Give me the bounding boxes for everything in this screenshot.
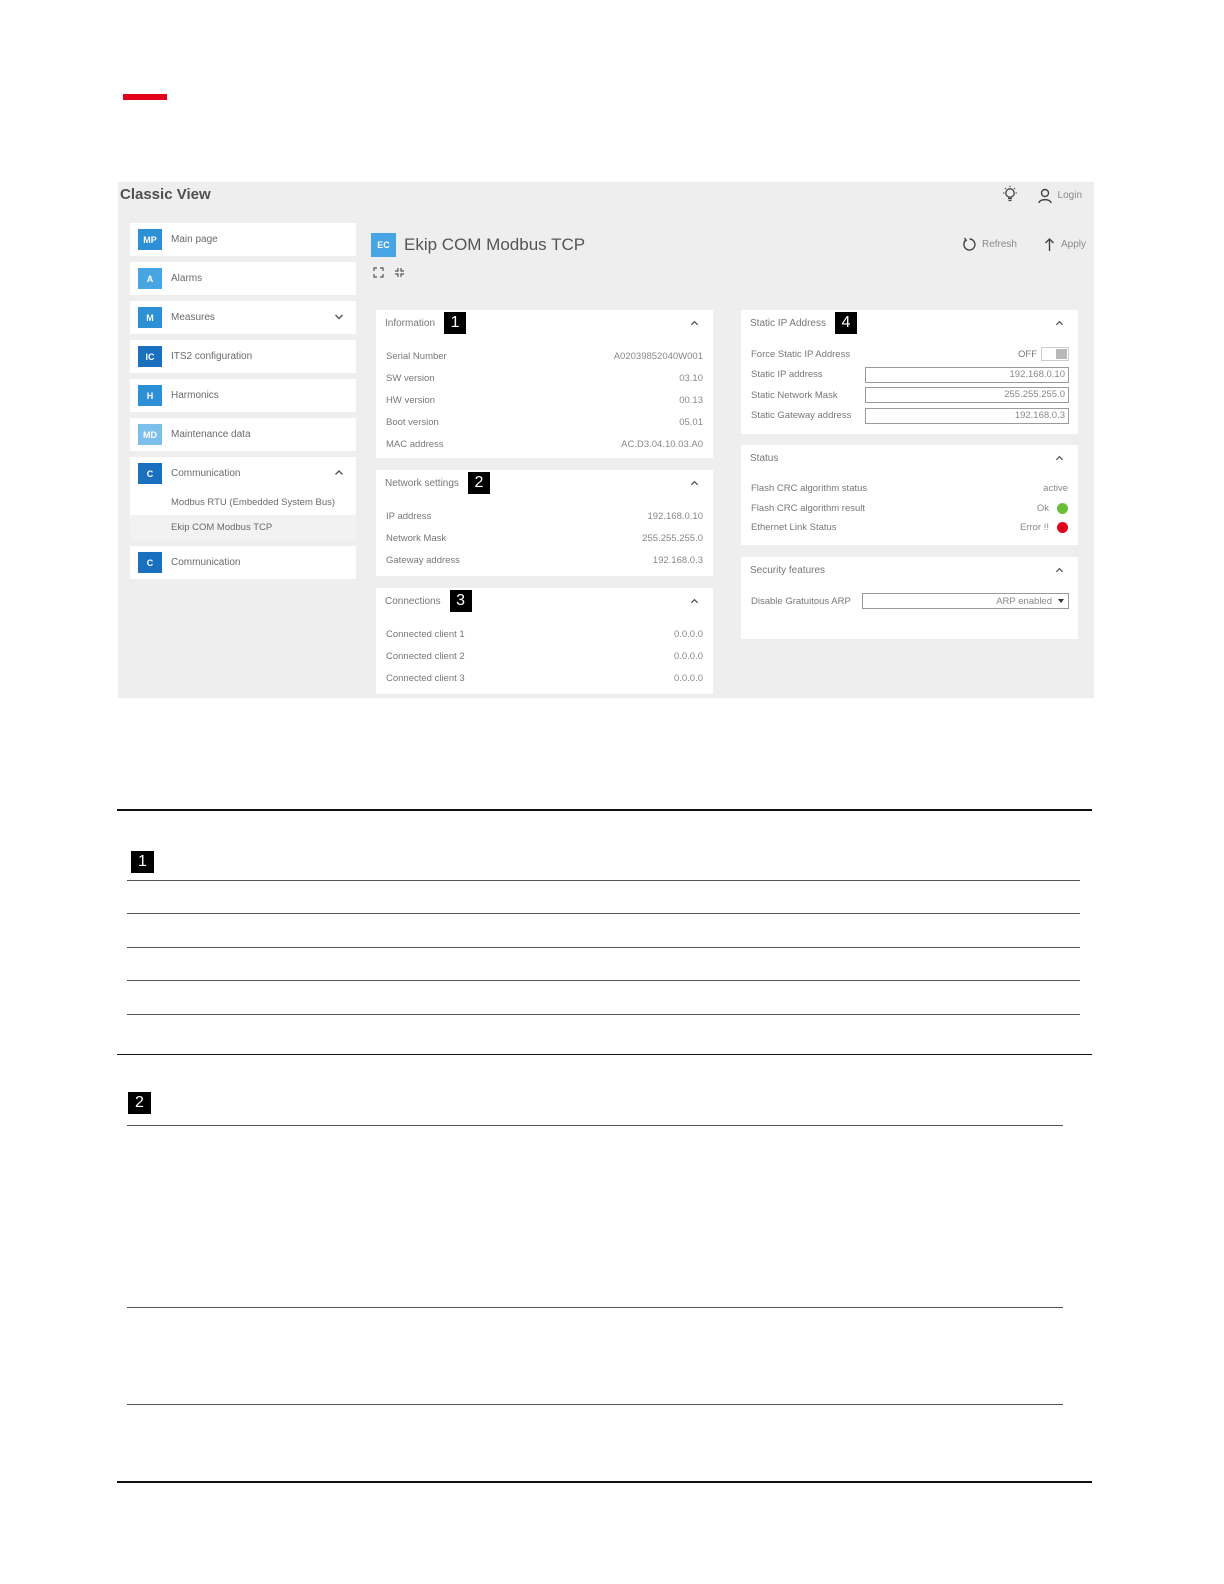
panel-header[interactable] — [741, 310, 1078, 336]
panel-title: Information — [385, 317, 436, 329]
chevron-up-icon[interactable] — [334, 468, 344, 478]
view-controls — [373, 267, 405, 278]
refresh-button[interactable] — [962, 237, 1017, 252]
chevron-up-icon[interactable] — [1055, 319, 1064, 328]
row-label: Gateway address — [386, 554, 460, 566]
status-value — [1037, 503, 1068, 514]
panel-rows — [376, 496, 713, 571]
refresh-label: Refresh — [981, 239, 1017, 250]
expand-icon[interactable] — [373, 267, 384, 278]
panel-rows — [741, 471, 1078, 538]
status-error-indicator — [1057, 522, 1068, 533]
app-title: Classic View — [120, 186, 211, 203]
row-value: Error !! — [1019, 522, 1049, 534]
chevron-up-icon[interactable] — [1055, 454, 1064, 463]
user-icon — [1037, 188, 1053, 204]
connections-panel — [376, 588, 713, 694]
row-label: MAC address — [386, 438, 444, 450]
status-value — [1020, 522, 1068, 533]
panel-title: Security features — [750, 564, 826, 576]
table-rule — [127, 1307, 1063, 1308]
row-label: SW version — [386, 373, 435, 385]
toggle-switch[interactable] — [1041, 347, 1069, 361]
callout-marker: 2 — [128, 1092, 151, 1114]
callout-marker: 1 — [444, 312, 466, 334]
row-value: 255.255.255.0 — [642, 533, 703, 545]
table-rule — [127, 913, 1080, 914]
info-row — [376, 433, 713, 455]
table-rule — [127, 980, 1080, 981]
panel-title: Connections — [385, 595, 441, 607]
network-row — [376, 550, 713, 572]
sidebar-item-measures[interactable] — [130, 301, 356, 334]
callout-marker: 1 — [131, 851, 154, 873]
panel-title: Static IP Address — [750, 317, 826, 329]
sidebar-item-label: Maintenance data — [171, 429, 251, 440]
panel-header[interactable] — [741, 445, 1078, 471]
chevron-up-icon[interactable] — [1055, 566, 1064, 575]
top-bar-actions — [1001, 185, 1082, 206]
static-gateway-input[interactable]: 192.168.0.3 — [865, 408, 1069, 424]
static-gateway-row — [741, 406, 1078, 427]
information-panel — [376, 310, 713, 458]
row-label: Flash CRC algorithm result — [751, 502, 866, 514]
row-label: Flash CRC algorithm status — [751, 483, 868, 495]
sidebar-badge: H — [138, 385, 162, 406]
sidebar-badge: MD — [138, 424, 162, 445]
row-label: Network Mask — [386, 533, 447, 545]
sidebar-item-label: Alarms — [171, 273, 203, 284]
row-value: 05.01 — [679, 416, 703, 428]
sidebar-item-communication-2[interactable] — [130, 546, 356, 579]
device-header — [371, 233, 585, 257]
panel-title: Status — [750, 452, 779, 464]
row-value: active — [1043, 483, 1068, 495]
chevron-down-icon[interactable] — [334, 312, 344, 322]
chevron-up-icon[interactable] — [690, 597, 699, 606]
app-screenshot — [118, 182, 1094, 698]
sidebar-item-label: Communication — [171, 557, 241, 568]
row-value: 0.0.0.0 — [673, 672, 703, 684]
connection-row — [376, 668, 713, 690]
table-rule — [127, 880, 1080, 881]
table-section-rule — [117, 1054, 1092, 1055]
select-value: ARP enabled — [996, 595, 1052, 607]
refresh-icon — [962, 237, 977, 252]
force-static-ip-toggle[interactable] — [1018, 347, 1069, 361]
sidebar-item-label: Harmonics — [171, 390, 219, 401]
sidebar-item-communication[interactable] — [130, 457, 356, 490]
panel-header[interactable] — [741, 557, 1078, 583]
row-label: Disable Gratuitous ARP — [751, 595, 851, 607]
sidebar-badge: M — [138, 307, 162, 328]
upload-icon — [1043, 237, 1056, 252]
arp-row — [741, 591, 1078, 612]
table-top-rule — [117, 809, 1092, 811]
panel-header[interactable] — [376, 310, 713, 336]
callout-marker: 2 — [468, 472, 490, 494]
sidebar-badge: C — [138, 463, 162, 484]
row-label: HW version — [386, 394, 436, 406]
callout-marker: 4 — [835, 312, 857, 334]
sidebar-item-main-page[interactable] — [130, 223, 356, 256]
row-label: Connected client 2 — [386, 651, 465, 663]
row-label: Static IP address — [751, 369, 823, 381]
static-mask-row — [741, 385, 1078, 406]
chevron-up-icon[interactable] — [690, 479, 699, 488]
panel-header[interactable] — [376, 470, 713, 496]
sidebar-item-label: Measures — [171, 312, 215, 323]
table-rule — [127, 1125, 1063, 1126]
apply-button[interactable] — [1043, 237, 1086, 252]
toggle-state: OFF — [1018, 348, 1037, 360]
table-rule — [127, 947, 1080, 948]
apply-label: Apply — [1060, 239, 1086, 250]
row-value: 03.10 — [679, 373, 703, 385]
row-value: 192.168.0.3 — [652, 554, 703, 566]
static-ip-panel — [741, 310, 1078, 434]
sidebar-group-communication — [130, 457, 356, 540]
static-mask-input[interactable]: 255.255.255.0 — [865, 387, 1069, 403]
panel-rows — [741, 583, 1078, 612]
row-label: Static Gateway address — [751, 410, 852, 422]
row-value: 0.0.0.0 — [673, 651, 703, 663]
panel-title: Network settings — [385, 477, 459, 489]
static-ip-row — [741, 365, 1078, 386]
collapse-icon[interactable] — [394, 267, 405, 278]
panel-header[interactable] — [376, 588, 713, 614]
lightbulb-icon[interactable] — [1001, 185, 1019, 206]
sidebar-item-harmonics[interactable] — [130, 379, 356, 412]
network-row — [376, 528, 713, 550]
row-value: 192.168.0.10 — [647, 511, 703, 523]
network-row — [376, 506, 713, 528]
info-row — [376, 390, 713, 412]
caret-down-icon — [1058, 599, 1064, 603]
login-label: Login — [1057, 190, 1082, 201]
sidebar-item-its2-configuration[interactable] — [130, 340, 356, 373]
row-label: Force Static IP Address — [751, 348, 851, 360]
panel-rows — [376, 614, 713, 689]
row-label: Static Network Mask — [751, 389, 838, 401]
table-rule — [127, 1404, 1063, 1405]
panel-rows — [376, 336, 713, 455]
info-row — [376, 411, 713, 433]
row-label: Connected client 1 — [386, 629, 465, 641]
row-label: Boot version — [386, 416, 439, 428]
row-label: Ethernet Link Status — [751, 522, 837, 534]
status-row — [741, 518, 1078, 538]
sidebar — [130, 223, 356, 585]
sidebar-item-label: Communication — [171, 468, 241, 479]
status-panel — [741, 445, 1078, 545]
arp-select[interactable] — [862, 593, 1069, 609]
sidebar-item-label: ITS2 configuration — [171, 351, 253, 362]
device-actions — [962, 237, 1086, 252]
row-value: AC.D3.04.10.03.A0 — [621, 438, 703, 450]
info-row — [376, 368, 713, 390]
connection-row — [376, 624, 713, 646]
login-button[interactable] — [1037, 188, 1082, 204]
force-static-ip-row — [741, 344, 1078, 365]
row-value: A02039852040W001 — [613, 351, 703, 363]
row-label: Serial Number — [386, 351, 447, 363]
sidebar-badge: A — [138, 268, 162, 289]
sidebar-subitem-modbus-rtu[interactable]: Modbus RTU (Embedded System Bus) — [171, 497, 336, 508]
static-ip-input[interactable]: 192.168.0.10 — [865, 367, 1069, 383]
red-accent-bar — [123, 94, 167, 100]
sidebar-subitem-ekip-com-modbus-tcp[interactable]: Ekip COM Modbus TCP — [130, 515, 356, 540]
sidebar-item-alarms[interactable] — [130, 262, 356, 295]
sidebar-badge: MP — [138, 229, 162, 250]
row-value: Ok — [1036, 502, 1049, 514]
sidebar-badge: C — [138, 552, 162, 573]
status-row — [741, 479, 1078, 499]
network-settings-panel — [376, 470, 713, 576]
table-bottom-rule — [117, 1481, 1092, 1483]
device-badge: EC — [371, 233, 396, 257]
device-title: Ekip COM Modbus TCP — [404, 235, 586, 254]
sidebar-item-label: Main page — [171, 234, 218, 245]
row-label: IP address — [386, 511, 432, 523]
table-rule — [127, 1014, 1080, 1015]
status-row — [741, 499, 1078, 519]
panel-rows — [741, 336, 1078, 426]
status-ok-indicator — [1057, 503, 1068, 514]
row-value: 00.13 — [679, 394, 703, 406]
row-label: Connected client 3 — [386, 672, 465, 684]
sidebar-item-maintenance-data[interactable] — [130, 418, 356, 451]
chevron-up-icon[interactable] — [690, 319, 699, 328]
row-value: 0.0.0.0 — [673, 629, 703, 641]
callout-marker: 3 — [450, 590, 472, 612]
connection-row — [376, 646, 713, 668]
sidebar-badge: IC — [138, 346, 162, 367]
info-row — [376, 346, 713, 368]
security-features-panel — [741, 557, 1078, 639]
